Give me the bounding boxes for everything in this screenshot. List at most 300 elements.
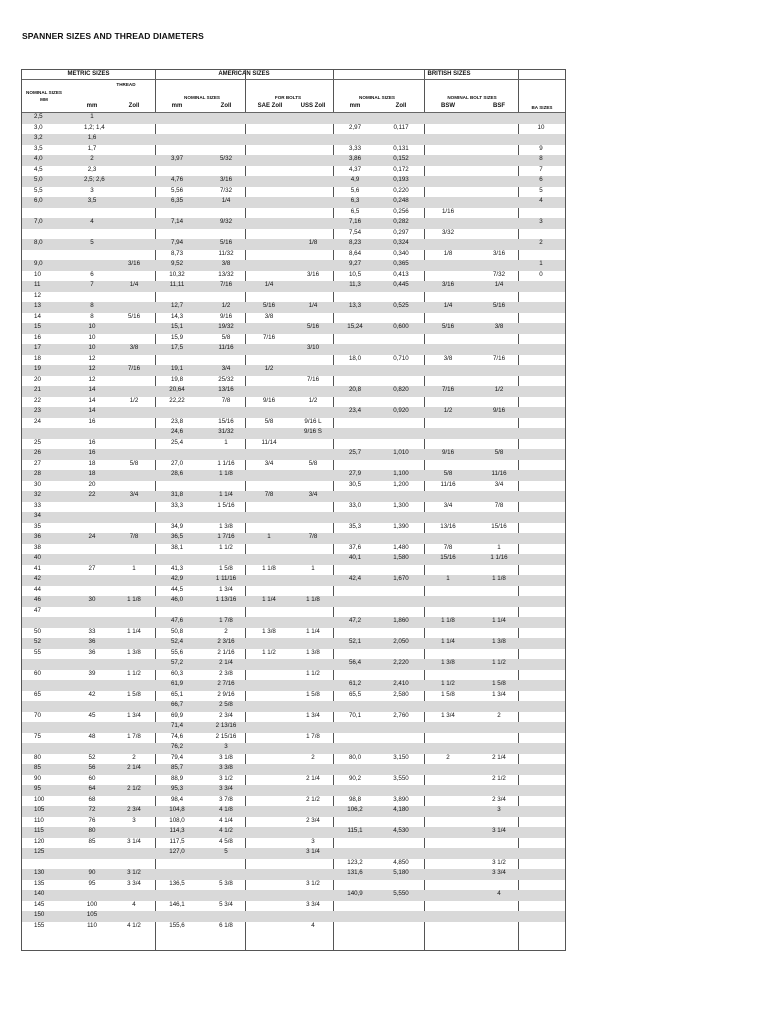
table-row: [22, 124, 565, 135]
table-cell: 2: [132, 753, 136, 761]
table-cell: 6,35: [170, 197, 184, 204]
table-cell: 50: [34, 627, 41, 635]
table-cell: 5: [539, 186, 543, 194]
table-cell: 18: [88, 470, 96, 477]
table-cell: 3/4: [221, 365, 231, 372]
divider: [22, 79, 565, 80]
table-cell: 110: [34, 816, 44, 824]
table-cell: 2 7/16: [217, 680, 235, 687]
table-cell: 1/8: [443, 249, 453, 257]
table-cell: 2 1/4: [492, 753, 506, 761]
table-cell: 42,9: [170, 575, 184, 582]
table-cell: 3 1/8: [219, 753, 233, 761]
col-header-mm: mm: [86, 103, 98, 109]
table-cell: 3 1/4: [492, 827, 506, 834]
table-row: [22, 344, 565, 355]
table-cell: 7/32: [219, 186, 233, 194]
table-cell: 3 1/2: [219, 774, 233, 782]
table-row: [22, 922, 565, 933]
table-cell: 1/2: [221, 302, 231, 309]
table-row: [22, 166, 565, 177]
table-cell: 2 3/8: [219, 669, 233, 677]
table-row: [22, 554, 565, 565]
table-cell: 95: [88, 879, 96, 887]
table-cell: 7/8: [129, 533, 139, 540]
table-cell: 16: [88, 438, 96, 446]
table-cell: 1 1/16: [490, 554, 508, 561]
table-row: [22, 649, 565, 660]
table-cell: 42: [88, 690, 96, 698]
table-cell: 1: [132, 564, 136, 572]
page-title: SPANNER SIZES AND THREAD DIAMETERS: [22, 31, 204, 41]
table-cell: 0,248: [393, 197, 409, 204]
table-cell: 46: [34, 596, 41, 603]
table-cell: 2: [497, 711, 501, 719]
table-cell: 2,97: [348, 123, 362, 131]
table-cell: 0,220: [393, 186, 409, 194]
british-nominal-header: NOMINAL SIZES: [359, 95, 395, 100]
table-cell: 25: [34, 438, 41, 446]
table-row: [22, 397, 565, 408]
metric-header: METRIC SIZES: [67, 71, 110, 77]
table-cell: 2 1/2: [492, 774, 506, 782]
table-row: [22, 176, 565, 187]
table-cell: 146,1: [169, 900, 185, 908]
table-cell: 140: [34, 890, 45, 897]
table-cell: 1 7/8: [127, 732, 141, 740]
table-cell: 13/16: [440, 522, 456, 530]
table-cell: 40: [34, 554, 41, 561]
table-cell: 1 7/16: [217, 533, 235, 540]
table-cell: 3/8: [221, 260, 231, 267]
table-cell: 1,010: [393, 449, 409, 456]
table-cell: 1 1/2: [441, 680, 455, 687]
table-cell: 7/16: [441, 386, 455, 393]
table-cell: 3/4: [308, 491, 318, 498]
table-row: [22, 239, 565, 250]
table-cell: 1 5/16: [217, 501, 235, 509]
table-cell: 4,76: [170, 176, 184, 183]
table-cell: 3,5: [87, 197, 97, 204]
table-row: [22, 764, 565, 775]
table-cell: 105: [34, 806, 45, 813]
table-cell: 52: [88, 753, 96, 761]
table-cell: 9/16: [262, 396, 276, 404]
table-cell: 1/4: [129, 281, 139, 288]
table-cell: 90: [88, 869, 96, 876]
table-cell: 15/16: [440, 554, 456, 561]
table-cell: 1 1/2: [262, 648, 276, 656]
table-cell: 15,24: [347, 323, 363, 330]
table-row: [22, 512, 565, 523]
table-cell: 1,860: [393, 617, 409, 624]
table-row: [22, 670, 565, 681]
table-cell: 3/16: [492, 249, 506, 257]
table-cell: 1 7/8: [306, 732, 320, 740]
table-cell: 7/16: [306, 375, 320, 383]
table-cell: 60,3: [170, 669, 184, 677]
table-cell: 2,580: [393, 690, 409, 698]
table-cell: 26: [34, 449, 41, 456]
table-row: [22, 691, 565, 702]
table-row: [22, 838, 565, 849]
table-row: [22, 218, 565, 229]
table-cell: 1,7: [87, 144, 97, 152]
col-header-mm: mm: [349, 103, 361, 109]
table-cell: 2,5; 2,6: [84, 176, 105, 183]
table-row: [22, 859, 565, 870]
col-header-zoll: Zoll: [128, 103, 140, 109]
table-cell: 10: [88, 323, 96, 330]
table-cell: 27,0: [170, 459, 184, 467]
table-cell: 2,760: [393, 711, 409, 719]
table-row: [22, 260, 565, 271]
table-cell: 4 1/2: [127, 921, 141, 929]
table-cell: 9/16 L: [304, 417, 322, 425]
table-cell: 42: [34, 575, 41, 582]
table-row: [22, 271, 565, 282]
table-cell: 1 3/8: [441, 659, 455, 666]
table-row: [22, 449, 565, 460]
table-row: [22, 817, 565, 828]
table-cell: 7/8: [443, 543, 453, 551]
table-cell: 35,3: [348, 522, 362, 530]
table-cell: 95,3: [170, 785, 184, 792]
table-cell: 135: [34, 879, 45, 887]
table-cell: 11/16: [218, 344, 234, 351]
table-cell: 11,11: [169, 281, 185, 288]
table-cell: 1: [267, 533, 271, 540]
table-cell: 7/8: [494, 501, 504, 509]
table-cell: 3,890: [393, 795, 409, 803]
table-cell: 75: [34, 732, 41, 740]
table-cell: 155: [34, 921, 45, 929]
table-cell: 50,8: [170, 627, 184, 635]
table-cell: 2 5/8: [219, 701, 233, 708]
table-cell: 3/8: [264, 312, 274, 320]
table-cell: 15/16: [491, 522, 507, 530]
for-bolts-header: FOR BOLTS: [274, 95, 302, 100]
table-cell: 2 3/16: [217, 638, 235, 645]
table-cell: 9,27: [348, 260, 362, 267]
table-cell: 5,180: [393, 869, 409, 876]
table-row: [22, 365, 565, 376]
table-cell: 57,2: [170, 659, 184, 666]
table-cell: 27: [88, 564, 96, 572]
table-cell: 0,920: [393, 407, 409, 414]
table-cell: 31,8: [170, 491, 184, 498]
table-cell: 108,0: [169, 816, 185, 824]
table-cell: 3/16: [219, 176, 233, 183]
table-cell: 114,3: [169, 827, 185, 834]
table-cell: 25,7: [348, 449, 362, 456]
table-cell: 42,4: [348, 575, 362, 582]
table-cell: 4,530: [393, 827, 409, 834]
table-cell: 8: [539, 155, 543, 162]
table-cell: 0,340: [393, 249, 409, 257]
table-cell: 100: [86, 900, 98, 908]
table-cell: 1/2: [264, 365, 274, 372]
table-cell: 131,6: [347, 869, 363, 876]
table-cell: 1 5/8: [441, 690, 455, 698]
table-cell: 4,0: [34, 155, 43, 162]
table-cell: 10,5: [348, 270, 362, 278]
table-cell: 0,131: [393, 144, 409, 152]
table-cell: 1/2: [494, 386, 504, 393]
table-cell: 3 3/4: [492, 869, 506, 876]
table-cell: 5/16: [492, 302, 506, 309]
table-row: [22, 355, 565, 366]
table-cell: 69,9: [170, 711, 184, 719]
table-row: [22, 470, 565, 481]
table-cell: 12: [88, 354, 96, 362]
table-cell: 18,0: [348, 354, 362, 362]
table-cell: 3,550: [393, 774, 409, 782]
table-row: [22, 113, 565, 124]
table-cell: 65,1: [170, 690, 184, 698]
table-cell: 71,4: [170, 722, 184, 729]
table-cell: 0,152: [393, 155, 409, 162]
table-cell: 30,5: [348, 480, 362, 488]
table-cell: 2: [446, 753, 450, 761]
table-cell: 2 1/16: [217, 648, 235, 656]
table-cell: 1 1/2: [306, 669, 320, 677]
table-cell: 98,4: [170, 795, 184, 803]
table-cell: 16: [88, 449, 96, 456]
table-cell: 1/4: [308, 302, 318, 309]
table-cell: 1,6: [87, 134, 97, 141]
table-cell: 7/8: [308, 533, 318, 540]
table-cell: 10: [88, 344, 96, 351]
table-cell: 33: [88, 627, 96, 635]
table-cell: 19,8: [170, 375, 184, 383]
table-cell: 6,3: [350, 197, 360, 204]
table-row: [22, 565, 565, 576]
table-row: [22, 334, 565, 345]
table-cell: 34: [34, 512, 41, 519]
table-cell: 5/32: [219, 155, 233, 162]
table-cell: 8,73: [170, 249, 184, 257]
table-cell: 1 1/2: [492, 659, 506, 666]
table-cell: 60: [34, 669, 41, 677]
table-row: [22, 376, 565, 387]
table-cell: 2,3: [87, 165, 97, 173]
table-cell: 2 1/2: [306, 795, 320, 803]
table-cell: 14,3: [170, 312, 184, 320]
table-cell: 14: [88, 407, 96, 414]
table-cell: 3 1/2: [492, 858, 506, 866]
table-row: [22, 880, 565, 891]
table-cell: 3/32: [441, 228, 455, 236]
table-cell: 4 1/2: [219, 827, 233, 834]
table-cell: 0,282: [393, 218, 409, 225]
table-cell: 4 5/8: [219, 837, 233, 845]
table-row: [22, 827, 565, 838]
table-row: [22, 145, 565, 156]
table-row: [22, 134, 565, 145]
table-row: [22, 197, 565, 208]
table-cell: 7/8: [221, 396, 231, 404]
col-header-uss: USS Zoll: [300, 103, 326, 109]
table-cell: 1 1/4: [492, 617, 506, 624]
table-cell: 4: [311, 921, 315, 929]
table-cell: 1 5/8: [492, 680, 506, 687]
col-header-bsw: BSW: [441, 103, 455, 109]
table-cell: 2 3/4: [219, 711, 233, 719]
table-cell: 23: [34, 407, 41, 414]
table-cell: 1 1/2: [219, 543, 233, 551]
table-cell: 5,0: [34, 176, 43, 183]
table-cell: 41,3: [170, 564, 184, 572]
table-row: [22, 302, 565, 313]
table-cell: 80: [88, 827, 96, 834]
table-cell: 2,410: [393, 680, 409, 687]
table-cell: 12: [34, 291, 41, 299]
table-row: [22, 722, 565, 733]
table-cell: 3 3/8: [219, 764, 233, 771]
table-cell: 7,0: [34, 218, 43, 225]
table-cell: 3 1/4: [127, 837, 141, 845]
table-cell: 4,37: [348, 165, 362, 173]
table-cell: 0,820: [393, 386, 409, 393]
table-cell: 27,9: [348, 470, 362, 477]
table-cell: 3,2: [34, 134, 43, 141]
table-cell: 1 1/4: [441, 638, 455, 645]
table-row: [22, 638, 565, 649]
table-cell: 136,5: [169, 879, 185, 887]
table-cell: 10: [88, 333, 96, 341]
col-header-mm: mm: [171, 103, 183, 109]
table-cell: 3,97: [170, 155, 184, 162]
table-cell: 8,23: [348, 239, 362, 246]
table-row: [22, 848, 565, 859]
table-cell: 4,180: [393, 806, 409, 813]
table-row: [22, 439, 565, 450]
table-cell: 2: [539, 239, 543, 246]
table-cell: 5,5: [34, 186, 43, 194]
table-cell: 3 7/8: [219, 795, 233, 803]
table-cell: 3 3/4: [219, 785, 233, 792]
table-cell: 20: [34, 375, 41, 383]
table-cell: 9/16: [441, 449, 455, 456]
table-cell: 6 1/8: [219, 921, 233, 929]
table-cell: 2,220: [393, 659, 409, 666]
table-cell: 0,256: [393, 207, 409, 215]
table-cell: 6: [90, 270, 94, 278]
table-cell: 1: [497, 543, 501, 551]
table-row: [22, 187, 565, 198]
table-cell: 1 3/8: [219, 522, 233, 530]
table-row: [22, 628, 565, 639]
table-cell: 3 3/4: [127, 879, 141, 887]
table-cell: 17: [34, 344, 41, 351]
table-row: [22, 323, 565, 334]
table-row: [22, 806, 565, 817]
table-cell: 2 1/4: [127, 764, 141, 771]
table-cell: 3/16: [127, 260, 141, 267]
table-cell: 5/8: [308, 459, 318, 467]
table-cell: 1,390: [393, 522, 409, 530]
table-cell: 2: [224, 627, 228, 635]
table-cell: 17,5: [170, 344, 184, 351]
table-cell: 18: [88, 459, 96, 467]
table-cell: 1 3/4: [306, 711, 320, 719]
table-cell: 46,0: [170, 596, 184, 603]
table-cell: 1,100: [393, 470, 409, 477]
table-row: [22, 208, 565, 219]
table-cell: 145: [34, 900, 45, 908]
table-cell: 0,193: [393, 176, 409, 183]
table-cell: 7,14: [170, 218, 184, 225]
table-cell: 9/16 S: [304, 428, 322, 435]
table-cell: 1: [90, 113, 94, 120]
table-cell: 5 3/8: [219, 879, 233, 887]
table-cell: 90,2: [348, 774, 362, 782]
table-cell: 1/4: [264, 281, 274, 288]
table-row: [22, 292, 565, 303]
table-cell: 1 1/4: [306, 627, 320, 635]
table-cell: 125: [34, 848, 45, 855]
table-cell: 2: [311, 753, 315, 761]
table-cell: 10,32: [169, 270, 185, 278]
table-cell: 70,1: [348, 711, 362, 719]
table-cell: 8,64: [348, 249, 362, 257]
table-cell: 9/32: [219, 218, 233, 225]
table-cell: 5/8: [443, 470, 453, 477]
table-cell: 12: [88, 375, 96, 383]
table-cell: 1/2: [129, 396, 139, 404]
table-cell: 22: [88, 491, 96, 498]
table-cell: 23,4: [348, 407, 362, 414]
table-cell: 13: [34, 302, 41, 309]
table-cell: 13,3: [348, 302, 362, 309]
table-cell: 3: [224, 743, 228, 750]
table-cell: 150: [34, 911, 45, 918]
table-cell: 56: [88, 764, 96, 771]
table-cell: 3 1/4: [306, 848, 320, 855]
table-row: [22, 911, 565, 922]
table-cell: 65,5: [348, 690, 362, 698]
table-cell: 19/32: [218, 323, 234, 330]
table-cell: 1,670: [393, 575, 409, 582]
table-cell: 4: [539, 197, 543, 204]
table-cell: 106,2: [347, 806, 363, 813]
table-cell: 5/16: [262, 302, 276, 309]
table-cell: 33,3: [170, 501, 184, 509]
table-cell: 8: [90, 312, 94, 320]
table-row: [22, 617, 565, 628]
table-cell: 55: [34, 648, 41, 656]
table-cell: 52,4: [170, 638, 184, 645]
table-cell: 47,2: [348, 617, 362, 624]
table-cell: 36: [88, 648, 96, 656]
col-header-bsf: BSF: [493, 103, 505, 109]
table-cell: 15,1: [170, 323, 184, 330]
table-cell: 1 1/8: [441, 617, 455, 624]
table-cell: 2 1/4: [219, 659, 233, 666]
table-cell: 0,445: [393, 281, 409, 288]
table-cell: 1/2: [443, 407, 453, 414]
table-cell: 1 5/8: [219, 564, 233, 572]
table-row: [22, 890, 565, 901]
table-cell: 5/8: [494, 449, 504, 456]
table-cell: 7: [539, 165, 543, 173]
table-row: [22, 313, 565, 324]
table-cell: 5/8: [129, 459, 139, 467]
table-cell: 5/16: [127, 312, 141, 320]
table-cell: 22,22: [169, 396, 185, 404]
table-cell: 98,8: [348, 795, 362, 803]
